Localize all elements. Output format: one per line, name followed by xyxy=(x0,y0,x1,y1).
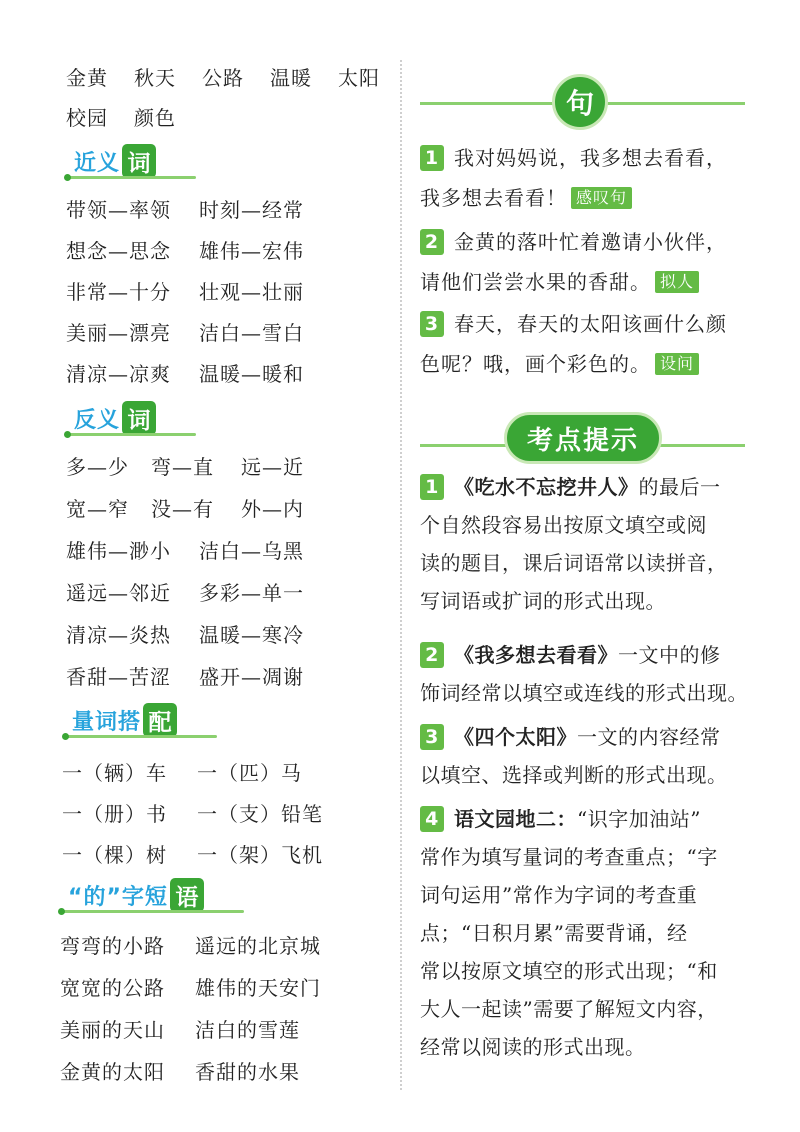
antonym-pair: 多彩—单一 xyxy=(199,581,304,605)
tip-item-1 xyxy=(420,468,755,620)
antonym-pair: 温暖—寒冷 xyxy=(199,623,304,647)
sentence-text: 色呢？哦，画个彩色的。 xyxy=(420,352,651,376)
header-underline xyxy=(68,176,196,179)
vocab-word: 金黄 xyxy=(66,66,108,90)
tip-text: 饰词经常以填空或连线的形式出现。 xyxy=(420,681,748,705)
antonym-row xyxy=(66,493,304,522)
antonym-pair: 宽—窄 xyxy=(66,497,129,521)
synonym-row xyxy=(66,317,304,346)
antonym-row xyxy=(66,577,304,606)
synonym-pair: 清凉—凉爽 xyxy=(66,362,171,386)
item-number: 3 xyxy=(420,724,444,750)
antonym-pair: 雄伟—渺小 xyxy=(66,539,171,563)
de-phrase-row xyxy=(60,1056,300,1085)
vocab-word: 太阳 xyxy=(338,66,380,90)
vocab-word: 颜色 xyxy=(134,106,176,130)
item-number: 2 xyxy=(420,642,444,668)
measure-word-row xyxy=(62,798,323,827)
sentence-tag: 感叹句 xyxy=(571,187,632,209)
sentence-text: 我多想去看看！ xyxy=(420,186,567,210)
antonyms-title-box: 词 xyxy=(122,401,156,435)
synonym-row xyxy=(66,235,304,264)
tip-text: 以填空、选择或判断的形式出现。 xyxy=(420,763,728,787)
tip-text: 常以按原文填空的形式出现；“和 xyxy=(420,959,718,983)
de-phrase: 遥远的北京城 xyxy=(195,934,321,958)
de-phrase-row xyxy=(60,930,321,959)
antonym-row xyxy=(66,619,304,648)
measure-words-title-box: 配 xyxy=(143,703,177,737)
synonym-pair: 想念—思念 xyxy=(66,239,171,263)
column-divider xyxy=(400,60,402,1090)
antonym-row xyxy=(66,451,304,480)
tips-header xyxy=(420,410,745,470)
measure-words-header xyxy=(62,702,177,738)
sentence-tag: 拟人 xyxy=(655,271,699,293)
tip-text: 写词语或扩词的形式出现。 xyxy=(420,589,666,613)
synonym-row xyxy=(66,276,304,305)
sentence-text: 春天，春天的太阳该画什么颜 xyxy=(454,312,727,336)
sentence-text: 请他们尝尝水果的香甜。 xyxy=(420,270,651,294)
synonym-pair: 雄伟—宏伟 xyxy=(199,239,304,263)
vocab-line-1 xyxy=(66,62,406,91)
antonym-row xyxy=(66,535,304,564)
tip-bold: 语文园地二： xyxy=(454,807,577,831)
tip-text: 的最后一 xyxy=(638,475,721,499)
antonym-pair: 没—有 xyxy=(151,497,214,521)
measure-phrase: 一（册）书 xyxy=(62,802,167,826)
synonyms-title-box: 词 xyxy=(122,144,156,178)
antonym-pair: 盛开—凋谢 xyxy=(199,665,304,689)
measure-word-row xyxy=(62,839,323,868)
tip-item-4 xyxy=(420,800,755,1066)
sentence-text: 金黄的落叶忙着邀请小伙伴， xyxy=(454,230,727,254)
antonym-pair: 外—内 xyxy=(241,497,304,521)
tip-text: 一文的内容经常 xyxy=(577,725,721,749)
antonym-pair: 多—少 xyxy=(66,455,129,479)
synonyms-header xyxy=(64,143,156,179)
measure-word-row xyxy=(62,757,302,786)
antonym-pair: 遥远—邻近 xyxy=(66,581,171,605)
header-underline xyxy=(62,910,244,913)
tip-text: 词句运用”常作为字词的考查重 xyxy=(420,883,698,907)
measure-phrase: 一（架）飞机 xyxy=(197,843,323,867)
synonym-pair: 壮观—壮丽 xyxy=(199,280,304,304)
de-phrases-header xyxy=(58,877,204,913)
de-phrase: 宽宽的公路 xyxy=(60,976,165,1000)
de-phrases-title: “的”字短 xyxy=(68,884,168,910)
synonym-row xyxy=(66,358,304,387)
de-phrase: 金黄的太阳 xyxy=(60,1060,165,1084)
header-dot xyxy=(62,733,69,740)
de-phrase: 雄伟的天安门 xyxy=(195,976,321,1000)
synonym-pair: 非常—十分 xyxy=(66,280,171,304)
antonym-pair: 香甜—苦涩 xyxy=(66,665,171,689)
tip-bold: 《四个太阳》 xyxy=(454,725,577,749)
item-number: 3 xyxy=(420,311,444,337)
tip-bold: 《吃水不忘挖井人》 xyxy=(454,475,639,499)
antonym-pair: 弯—直 xyxy=(151,455,214,479)
sentences-title: 句 xyxy=(552,74,608,130)
tip-bold: 《我多想去看看》 xyxy=(454,643,618,667)
synonym-pair: 时刻—经常 xyxy=(199,198,304,222)
sentences-header xyxy=(420,68,745,128)
vocab-word: 校园 xyxy=(66,106,108,130)
item-number: 1 xyxy=(420,145,444,171)
vocab-word: 秋天 xyxy=(134,66,176,90)
measure-phrase: 一（辆）车 xyxy=(62,761,167,785)
de-phrase: 弯弯的小路 xyxy=(60,934,165,958)
sentence-item-2 xyxy=(420,222,750,302)
tip-text: 点；“日积月累”需要背诵，经 xyxy=(420,921,688,945)
vocab-line-2 xyxy=(66,102,202,131)
tip-text: 大人一起读”需要了解短文内容， xyxy=(420,997,718,1021)
header-underline xyxy=(66,735,217,738)
de-phrase: 美丽的天山 xyxy=(60,1018,165,1042)
tip-text: 个自然段容易出按原文填空或阅 xyxy=(420,513,707,537)
antonym-pair: 洁白—乌黑 xyxy=(199,539,304,563)
antonyms-title: 反义 xyxy=(74,407,121,433)
tip-item-2 xyxy=(420,636,755,712)
item-number: 4 xyxy=(420,806,444,832)
item-number: 2 xyxy=(420,229,444,255)
antonyms-header xyxy=(64,400,156,436)
tip-item-3 xyxy=(420,718,755,794)
sentence-tag: 设问 xyxy=(655,353,699,375)
vocab-word: 公路 xyxy=(202,66,244,90)
de-phrase-row xyxy=(60,1014,300,1043)
tip-text: 经常以阅读的形式出现。 xyxy=(420,1035,646,1059)
synonym-pair: 洁白—雪白 xyxy=(199,321,304,345)
sentence-item-1 xyxy=(420,138,750,218)
sentence-item-3 xyxy=(420,304,750,384)
tip-text: 常作为填写量词的考查重点；“字 xyxy=(420,845,718,869)
de-phrase-row xyxy=(60,972,321,1001)
synonym-row xyxy=(66,194,304,223)
header-dot xyxy=(64,174,71,181)
tip-text: “识字加油站” xyxy=(577,807,701,831)
antonym-pair: 远—近 xyxy=(241,455,304,479)
header-underline xyxy=(68,433,196,436)
synonym-pair: 美丽—漂亮 xyxy=(66,321,171,345)
measure-phrase: 一（棵）树 xyxy=(62,843,167,867)
de-phrase: 洁白的雪莲 xyxy=(195,1018,300,1042)
item-number: 1 xyxy=(420,474,444,500)
antonym-row xyxy=(66,661,304,690)
synonym-pair: 温暖—暖和 xyxy=(199,362,304,386)
tip-text: 一文中的修 xyxy=(618,643,721,667)
measure-phrase: 一（支）铅笔 xyxy=(197,802,323,826)
de-phrases-title-box: 语 xyxy=(170,878,204,912)
tips-title: 考点提示 xyxy=(504,412,662,464)
antonym-pair: 清凉—炎热 xyxy=(66,623,171,647)
synonym-pair: 带领—率领 xyxy=(66,198,171,222)
synonyms-title: 近义 xyxy=(74,150,121,176)
measure-phrase: 一（匹）马 xyxy=(197,761,302,785)
measure-words-title: 量词搭 xyxy=(72,709,142,735)
sentence-text: 我对妈妈说，我多想去看看， xyxy=(454,146,727,170)
de-phrase: 香甜的水果 xyxy=(195,1060,300,1084)
tip-text: 读的题目，课后词语常以读拼音， xyxy=(420,551,728,575)
header-dot xyxy=(58,908,65,915)
header-dot xyxy=(64,431,71,438)
vocab-word: 温暖 xyxy=(270,66,312,90)
